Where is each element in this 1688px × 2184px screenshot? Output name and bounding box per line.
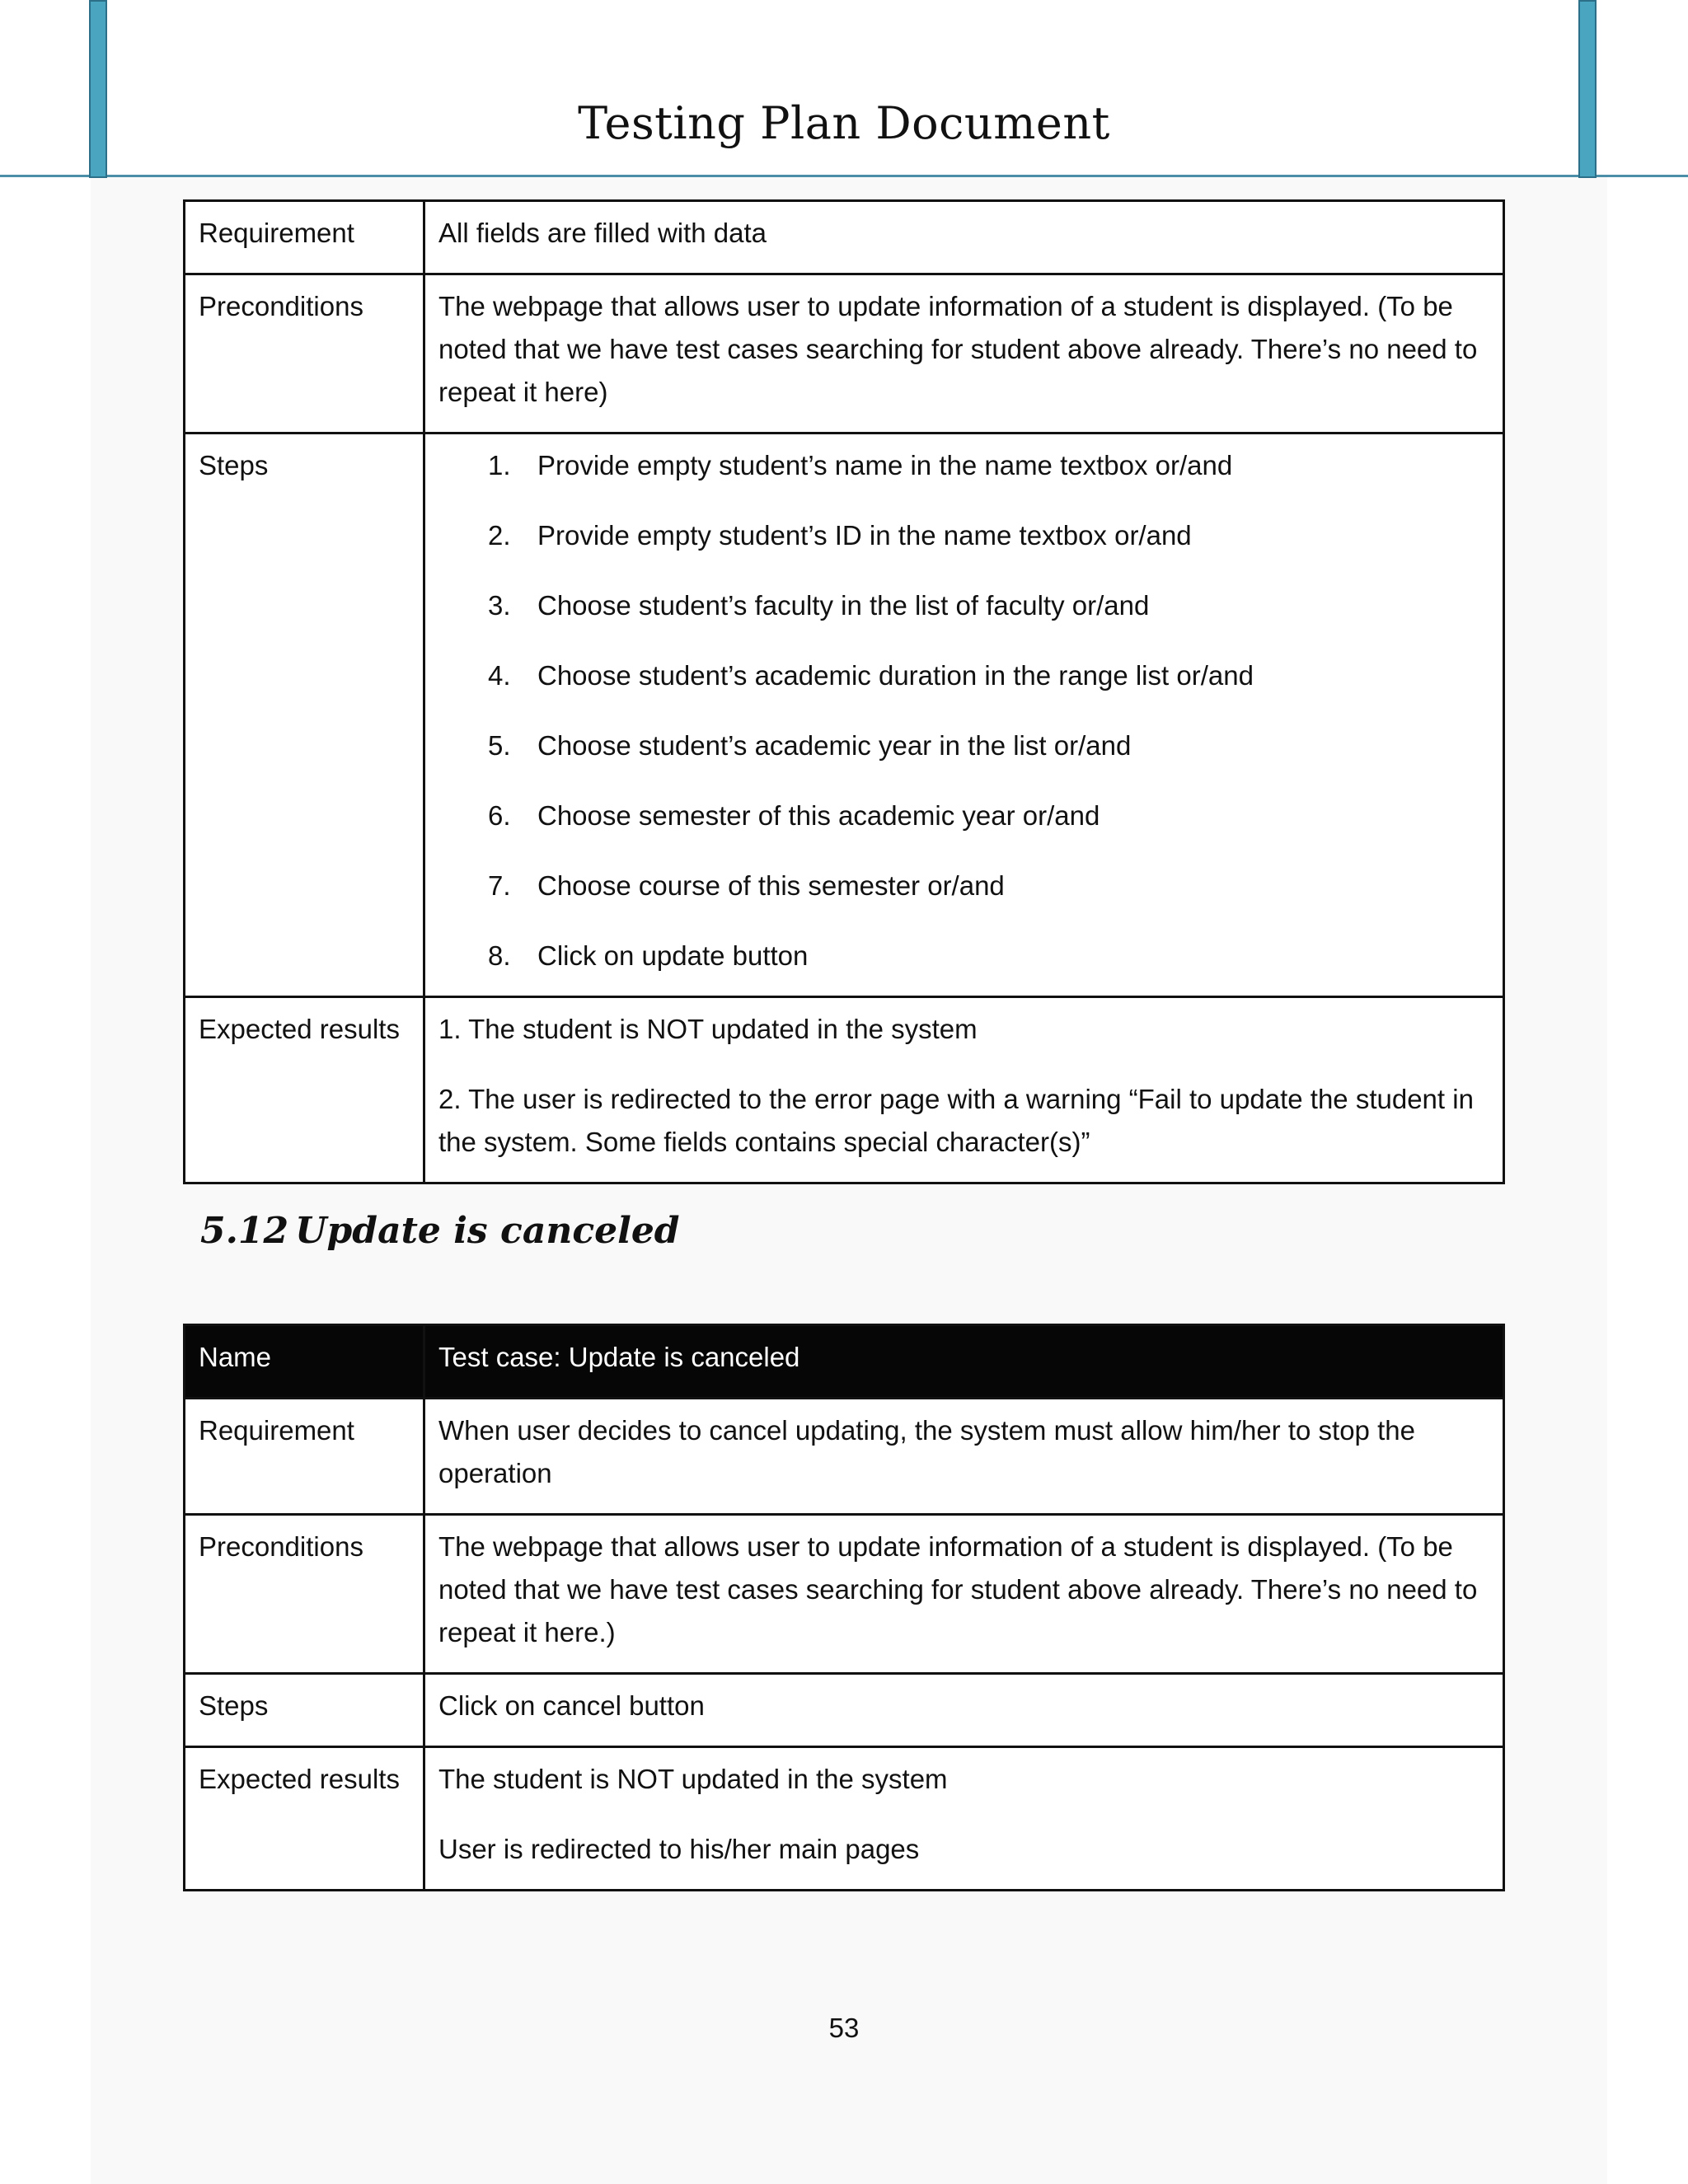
step-item (488, 935, 1489, 977)
step-text: Choose course of this semester or/and (537, 870, 1005, 901)
section-heading (200, 1210, 680, 1252)
requirement-value: When user decides to cancel updating, the system must allow him/her to stop the operation (424, 1399, 1504, 1515)
requirement-value: All fields are filled with data (424, 201, 1504, 274)
section-number: 5.12 (200, 1210, 289, 1252)
expected-results-cell (424, 1747, 1504, 1891)
step-item (488, 444, 1489, 487)
expected-result-line: User is redirected to his/her main pages (438, 1834, 920, 1864)
step-text: Choose student’s academic year in the list or/and (537, 730, 1132, 761)
step-item (488, 724, 1489, 767)
step-number: 8. (488, 940, 511, 971)
step-text: Provide empty student’s ID in the name textbox or/and (537, 520, 1192, 551)
step-number: 6. (488, 800, 511, 831)
table-row (185, 997, 1504, 1183)
preconditions-value: The webpage that allows user to update information of a student is displayed. (To be noted that we have test cases searching for student above already. There’s no need to repeat it here) (424, 274, 1504, 434)
preconditions-label: Preconditions (185, 274, 424, 434)
step-number: 5. (488, 730, 511, 761)
step-text: Click on update button (537, 940, 809, 971)
table-row (185, 434, 1504, 997)
step-text: Choose semester of this academic year or/and (537, 800, 1100, 831)
steps-value: Click on cancel button (424, 1674, 1504, 1747)
step-text: Provide empty student’s name in the name textbox or/and (537, 450, 1233, 480)
header-rule (0, 175, 1688, 177)
header-right-bar (1578, 0, 1597, 178)
steps-list (438, 444, 1489, 977)
step-text: Choose student’s faculty in the list of faculty or/and (537, 590, 1150, 621)
page-number: 53 (828, 2013, 860, 2043)
step-number: 1. (488, 450, 511, 480)
header-left-bar (89, 0, 107, 178)
requirement-label: Requirement (185, 1399, 424, 1515)
page-header-title: Testing Plan Document (578, 97, 1110, 149)
requirement-label: Requirement (185, 201, 424, 274)
step-number: 7. (488, 870, 511, 901)
name-label: Name (185, 1325, 424, 1399)
step-number: 2. (488, 520, 511, 551)
expected-result-line: 2. The user is redirected to the error page with a warning “Fail to update the student in the system. Some fields contains special character(s)” (438, 1084, 1474, 1157)
table-row (185, 1747, 1504, 1891)
step-text: Choose student’s academic duration in the range list or/and (537, 660, 1254, 691)
preconditions-value: The webpage that allows user to update information of a student is displayed. (To be noted that we have test cases searching for student above already. There’s no need to repeat it here.) (424, 1515, 1504, 1674)
step-item (488, 794, 1489, 837)
table-row (185, 1399, 1504, 1515)
expected-results-cell (424, 997, 1504, 1183)
expected-result-line: 1. The student is NOT updated in the system (438, 1014, 978, 1044)
step-item (488, 584, 1489, 627)
table-row (185, 1515, 1504, 1674)
expected-results-label: Expected results (185, 997, 424, 1183)
step-item (488, 654, 1489, 697)
expected-results-label: Expected results (185, 1747, 424, 1891)
step-item (488, 865, 1489, 907)
section-title: Update is canceled (295, 1210, 680, 1252)
step-number: 3. (488, 590, 511, 621)
preconditions-label: Preconditions (185, 1515, 424, 1674)
table-row (185, 274, 1504, 434)
table-row (185, 1674, 1504, 1747)
step-item (488, 514, 1489, 557)
steps-label: Steps (185, 434, 424, 997)
table-header-row (185, 1325, 1504, 1399)
expected-result-line: The student is NOT updated in the system (438, 1764, 948, 1794)
steps-label: Steps (185, 1674, 424, 1747)
table-row (185, 201, 1504, 274)
test-case-table-2 (183, 1324, 1505, 1891)
name-value: Test case: Update is canceled (424, 1325, 1504, 1399)
steps-cell (424, 434, 1504, 997)
step-number: 4. (488, 660, 511, 691)
test-case-table-1 (183, 199, 1505, 1184)
